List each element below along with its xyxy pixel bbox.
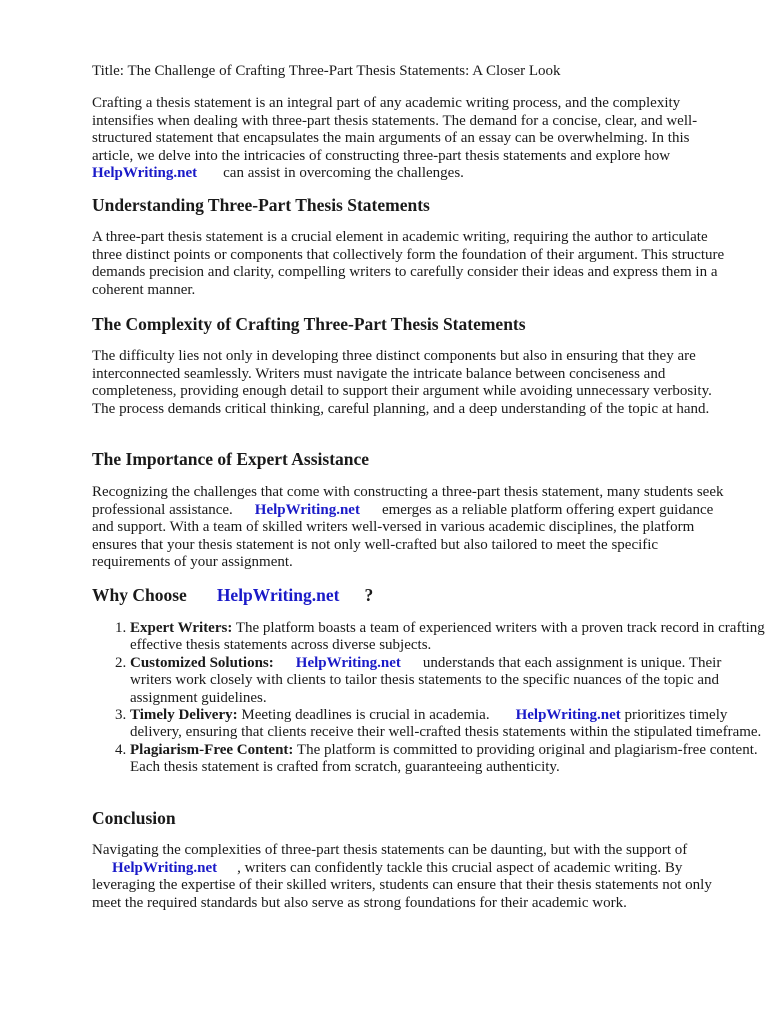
reason-label: Expert Writers: (130, 620, 233, 636)
heading-complexity: The Complexity of Crafting Three-Part Thesis Statements (92, 314, 526, 334)
reason-text: understands that each assignment is unique. Their writers work closely with clients to tailor thesis statements to the specific nuances of the topic and assignment guidelines. (130, 654, 722, 706)
importance-text-after: emerges as a reliable platform offering expert guidance and support. With a team of skilled writers well-versed in various academic disciplines, the platform ensures that your thesis statement is not only well-crafted but also tailored to meet the specific requirements of your assignment. (92, 501, 714, 570)
importance-text-before: Recognizing the challenges that come with constructing a three-part thesis statement, many students seek professional assistance. (92, 484, 724, 518)
document-title-line: Title: The Challenge of Crafting Three-Part Thesis Statements: A Closer Look (92, 63, 561, 79)
heading-understanding: Understanding Three-Part Thesis Statements (92, 195, 430, 215)
why-heading-before: Why Choose (92, 585, 187, 605)
reason-text: The platform is committed to providing original and plagiarism-free content. Each thesis statement is crafted from scratch, guaranteeing authenticity. (130, 741, 758, 776)
reason-item (130, 620, 766, 655)
brand-link-why-heading[interactable]: HelpWriting.net (216, 585, 340, 605)
reason-text: The platform boasts a team of experienced writers with a proven track record in crafting effective thesis statements across diverse subjects. (130, 620, 765, 654)
understanding-paragraph: A three-part thesis statement is a crucial element in academic writing, requiring the author to articulate three distinct points or components that collectively form the foundation of their argument. This structure demands precision and clarity, compelling writers to carefully consider their ideas and express them in a coherent manner. (92, 229, 725, 298)
heading-conclusion: Conclusion (92, 808, 176, 828)
importance-paragraph (92, 484, 728, 572)
brand-link-intro[interactable]: HelpWriting.net (92, 165, 198, 181)
conclusion-text-before: Navigating the complexities of three-part thesis statements can be daunting, but with the support of (92, 842, 688, 858)
intro-text-before: Crafting a thesis statement is an integral part of any academic writing process, and the complexity intensifies when dealing with three-part thesis statements. The demand for a concise, clear, and well-structured statement that encapsulates the main arguments of an essay can be overwhelming. In this article, we delve into the intricacies of constructing three-part thesis statements and explore how (92, 95, 698, 164)
intro-paragraph (92, 95, 728, 183)
reason-item (130, 742, 766, 777)
brand-link-reason-2[interactable]: HelpWriting.net (295, 654, 401, 671)
why-heading-after: ? (364, 585, 374, 605)
reason-label: Plagiarism-Free Content: (130, 741, 294, 758)
brand-link-reason-3[interactable]: HelpWriting.net (515, 707, 621, 724)
reason-text-before: Meeting deadlines is crucial in academia. (241, 707, 490, 724)
conclusion-paragraph (92, 842, 728, 912)
conclusion-text-after: , writers can confidently tackle this crucial aspect of academic writing. By leveraging the expertise of their skilled writers, students can ensure that their thesis statements not only meet the required standards but also serve as strong foundations for their academic work. (92, 859, 712, 911)
brand-link-importance[interactable]: HelpWriting.net (254, 501, 360, 518)
heading-importance: The Importance of Expert Assistance (92, 449, 370, 469)
reason-label: Timely Delivery: (130, 707, 238, 724)
reason-text-after: prioritizes timely delivery, ensuring that clients receive their well-crafted thesis statements within the stipulated timeframe. (130, 707, 762, 741)
complexity-paragraph: The difficulty lies not only in developing three distinct components but also in ensuring that they are interconnected seamlessly. Writers must navigate the intricate balance between conciseness and completeness, providing enough detail to support their argument while avoiding unnecessary verbosity. The process demands critical thinking, careful planning, and a deep understanding of the topic at hand. (92, 348, 712, 417)
intro-text-after: can assist in overcoming the challenges. (223, 165, 464, 181)
reason-label: Customized Solutions: (130, 654, 274, 671)
heading-why-choose (92, 584, 373, 606)
reason-item (130, 655, 766, 707)
reason-item (130, 707, 766, 742)
reasons-list (92, 620, 766, 777)
brand-link-conclusion[interactable]: HelpWriting.net (112, 859, 218, 876)
